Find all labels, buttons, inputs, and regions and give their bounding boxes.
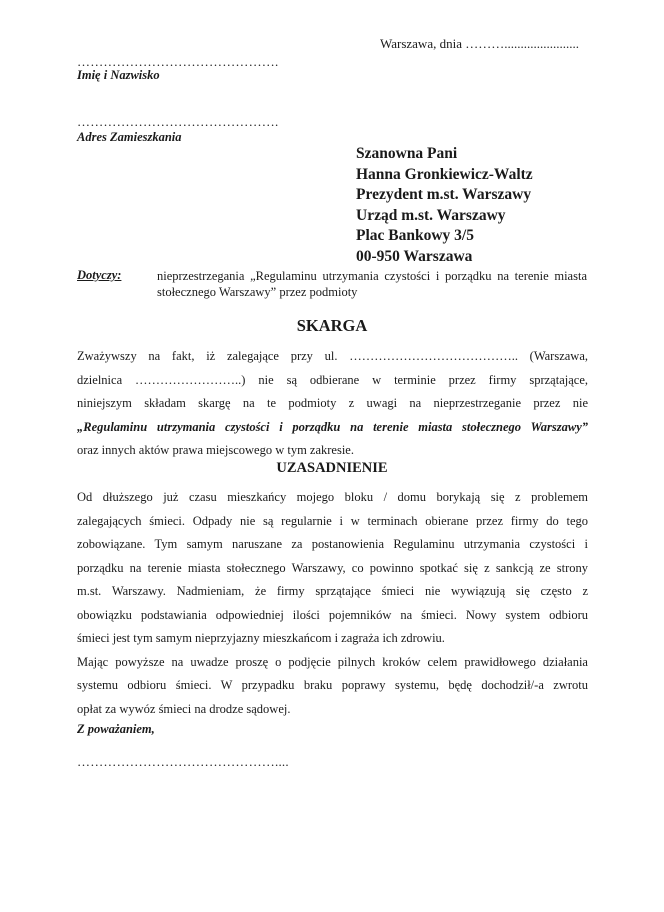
justification-line: zalegających śmieci. Odpady nie są regularnie i w terminach obierane przez firmy do tego (77, 513, 588, 528)
recipient-block (356, 144, 533, 267)
sender-name-dots: ………………………………………. (77, 54, 279, 69)
recipient-city: 00-950 Warszawa (356, 247, 473, 265)
place-and-date: Warszawa, dnia ………....................... (380, 36, 579, 51)
recipient-position: Prezydent m.st. Warszawy (356, 186, 532, 203)
document-title: SKARGA (296, 316, 368, 335)
recipient-name: Hanna Gronkiewicz-Waltz (356, 165, 533, 183)
justification-line: zobowiązane. Tym samym naruszane za postanowienia Regulaminu utrzymania czystości i (77, 537, 588, 551)
justification-line: obowiązku podstawiania odpowiedniej ilości pojemników na śmieci. Nowy system odbioru (77, 607, 588, 622)
sender-name-label: Imię i Nazwisko (77, 68, 160, 82)
subject-label: Dotyczy: (77, 268, 122, 282)
complaint-line: Zważywszy na fakt, iż zalegające przy ul. ………………………………….. (Warszawa, (77, 349, 588, 363)
request-line: systemu odbioru śmieci. W przypadku braku poprawy systemu, będę dochodził/-a zwrotu (77, 678, 588, 692)
request-line: opłat za wywóz śmieci na drodze sądowej. (77, 701, 291, 716)
justification-line: Od dłuższego już czasu mieszkańcy mojego bloku / domu borykają się z problemem (77, 490, 588, 504)
recipient-street: Plac Bankowy 3/5 (356, 227, 474, 244)
recipient-salutation: Szanowna Pani (356, 145, 458, 162)
sender-address-dots: ………………………………………. (77, 114, 279, 129)
signature-dots: ……………………………………….... (77, 754, 289, 769)
subject-text: nieprzestrzegania „Regulaminu utrzymania czystości i porządku na terenie miasta stołecznego Warszawy” przez podmioty (157, 269, 587, 299)
regulation-name: „Regulaminu utrzymania czystości i porządku na terenie miasta stołecznego Warszawy” (77, 419, 588, 434)
justification-line: m.st. Warszawy. Nadmieniam, że firmy sprzątające śmieci nie wywiązują się często z (77, 584, 588, 598)
sender-address-label: Adres Zamieszkania (77, 130, 182, 144)
complaint-paragraph (77, 345, 588, 463)
justification-line: śmieci jest tym samym nieprzyjazny mieszkańcom i zagraża ich zdrowiu. (77, 631, 445, 645)
request-line: Mając powyższe na uwadze proszę o podjęcie pilnych kroków celem prawidłowego działania (77, 654, 588, 669)
justification-paragraph (77, 486, 588, 721)
closing-salutation: Z poważaniem, (77, 722, 155, 736)
justification-heading: UZASADNIENIE (276, 460, 388, 476)
complaint-line: niniejszym składam skargę na te podmioty z uwagi na nieprzestrzeganie przez nie (77, 396, 588, 410)
recipient-office: Urząd m.st. Warszawy (356, 206, 506, 224)
complaint-line: dzielnica ……………………..) nie są odbierane w terminie przez firmy sprzątające, (77, 372, 588, 387)
justification-line: porządku na terenie miasta stołecznego Warszawy, co powinno spotkać się z sankcją ze strony (77, 560, 588, 575)
complaint-line: oraz innych aktów prawa miejscowego w tym zakresie. (77, 443, 354, 457)
